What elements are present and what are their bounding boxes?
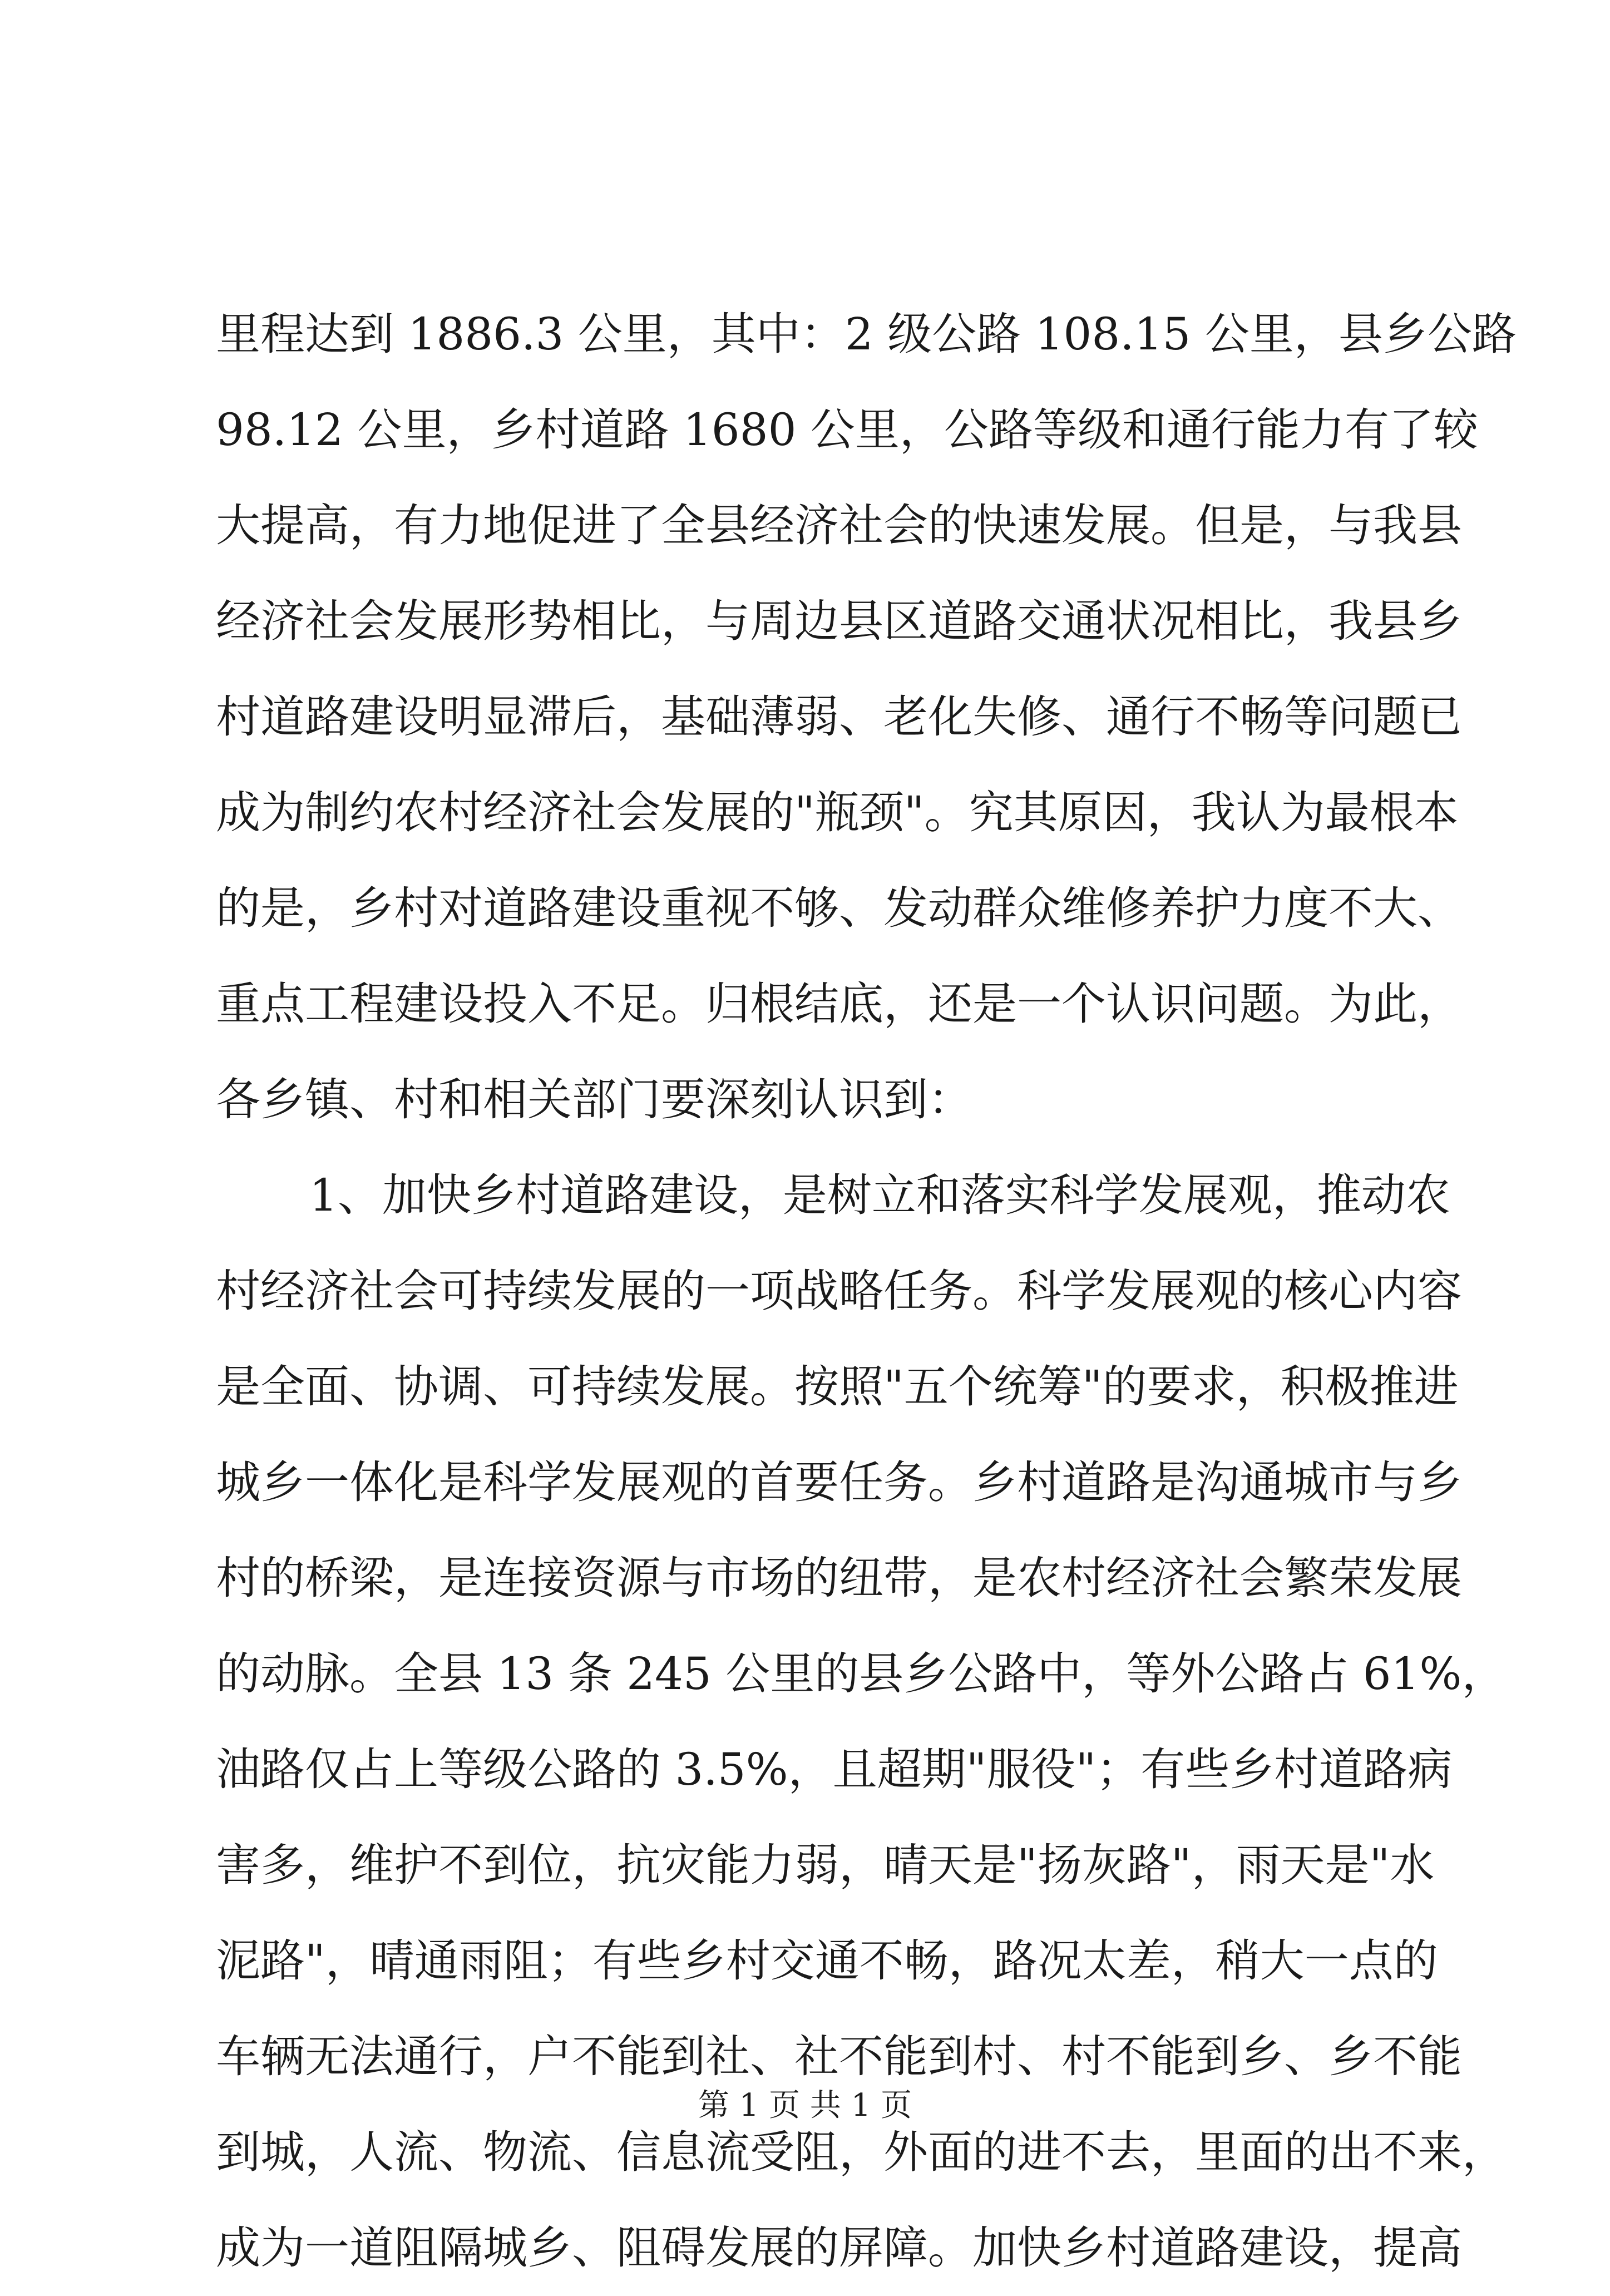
text-line: 1、加快乡村道路建设，是树立和落实科学发展观，推动农 (309, 1169, 1450, 1221)
paragraph (216, 287, 1517, 1148)
text-line: 村的桥梁，是连接资源与市场的纽带，是农村经济社会繁荣发展 (216, 1552, 1462, 1604)
text-line: 成为制约农村经济社会发展的"瓶颈"。究其原因，我认为最根本 (216, 787, 1459, 838)
page-number: 第 1 页 共 1 页 (698, 2087, 912, 2124)
text-line: 车辆无法通行，户不能到社、社不能到村、村不能到乡、乡不能 (216, 2031, 1462, 2082)
text-line: 的动脉。全县 13 条 245 公里的县乡公路中，等外公路占 61%， (216, 1648, 1507, 1700)
text-line: 村道路建设明显滞后，基础薄弱、老化失修、通行不畅等问题已 (216, 691, 1462, 743)
text-line: 各乡镇、村和相关部门要深刻认识到： (216, 1074, 972, 1125)
text-line: 害多，维护不到位，抗灾能力弱，晴天是"扬灰路"，雨天是"水 (216, 1839, 1435, 1891)
text-line: 重点工程建设投入不足。归根结底，还是一个认识问题。为此， (216, 978, 1462, 1030)
text-line: 到城，人流、物流、信息流受阻，外面的进不去，里面的出不来， (216, 2126, 1507, 2178)
text-line: 油路仅占上等级公路的 3.5%，且超期"服役"；有些乡村道路病 (216, 1744, 1453, 1795)
text-line: 98.12 公里，乡村道路 1680 公里，公路等级和通行能力有了较 (216, 404, 1478, 456)
text-line: 是全面、协调、可持续发展。按照"五个统筹"的要求，积极推进 (216, 1361, 1459, 1413)
text-line: 泥路"，晴通雨阻；有些乡村交通不畅，路况太差，稍大一点的 (216, 1935, 1438, 1987)
page-footer (0, 2083, 1610, 2128)
text-line: 成为一道阻隔城乡、阻碍发展的屏障。加快乡村道路建设，提高 (216, 2222, 1462, 2274)
text-line: 大提高，有力地促进了全县经济社会的快速发展。但是，与我县 (216, 500, 1462, 551)
text-line: 城乡一体化是科学发展观的首要任务。乡村道路是沟通城市与乡 (216, 1456, 1462, 1508)
document-body (216, 287, 1517, 2296)
text-line: 里程达到 1886.3 公里，其中：2 级公路 108.15 公里，县乡公路 (216, 308, 1517, 360)
text-line: 村经济社会可持续发展的一项战略任务。科学发展观的核心内容 (216, 1265, 1462, 1317)
text-line: 的是，乡村对道路建设重视不够、发动群众维修养护力度不大、 (216, 882, 1462, 934)
text-line: 经济社会发展形势相比，与周边县区道路交通状况相比，我县乡 (216, 595, 1462, 647)
